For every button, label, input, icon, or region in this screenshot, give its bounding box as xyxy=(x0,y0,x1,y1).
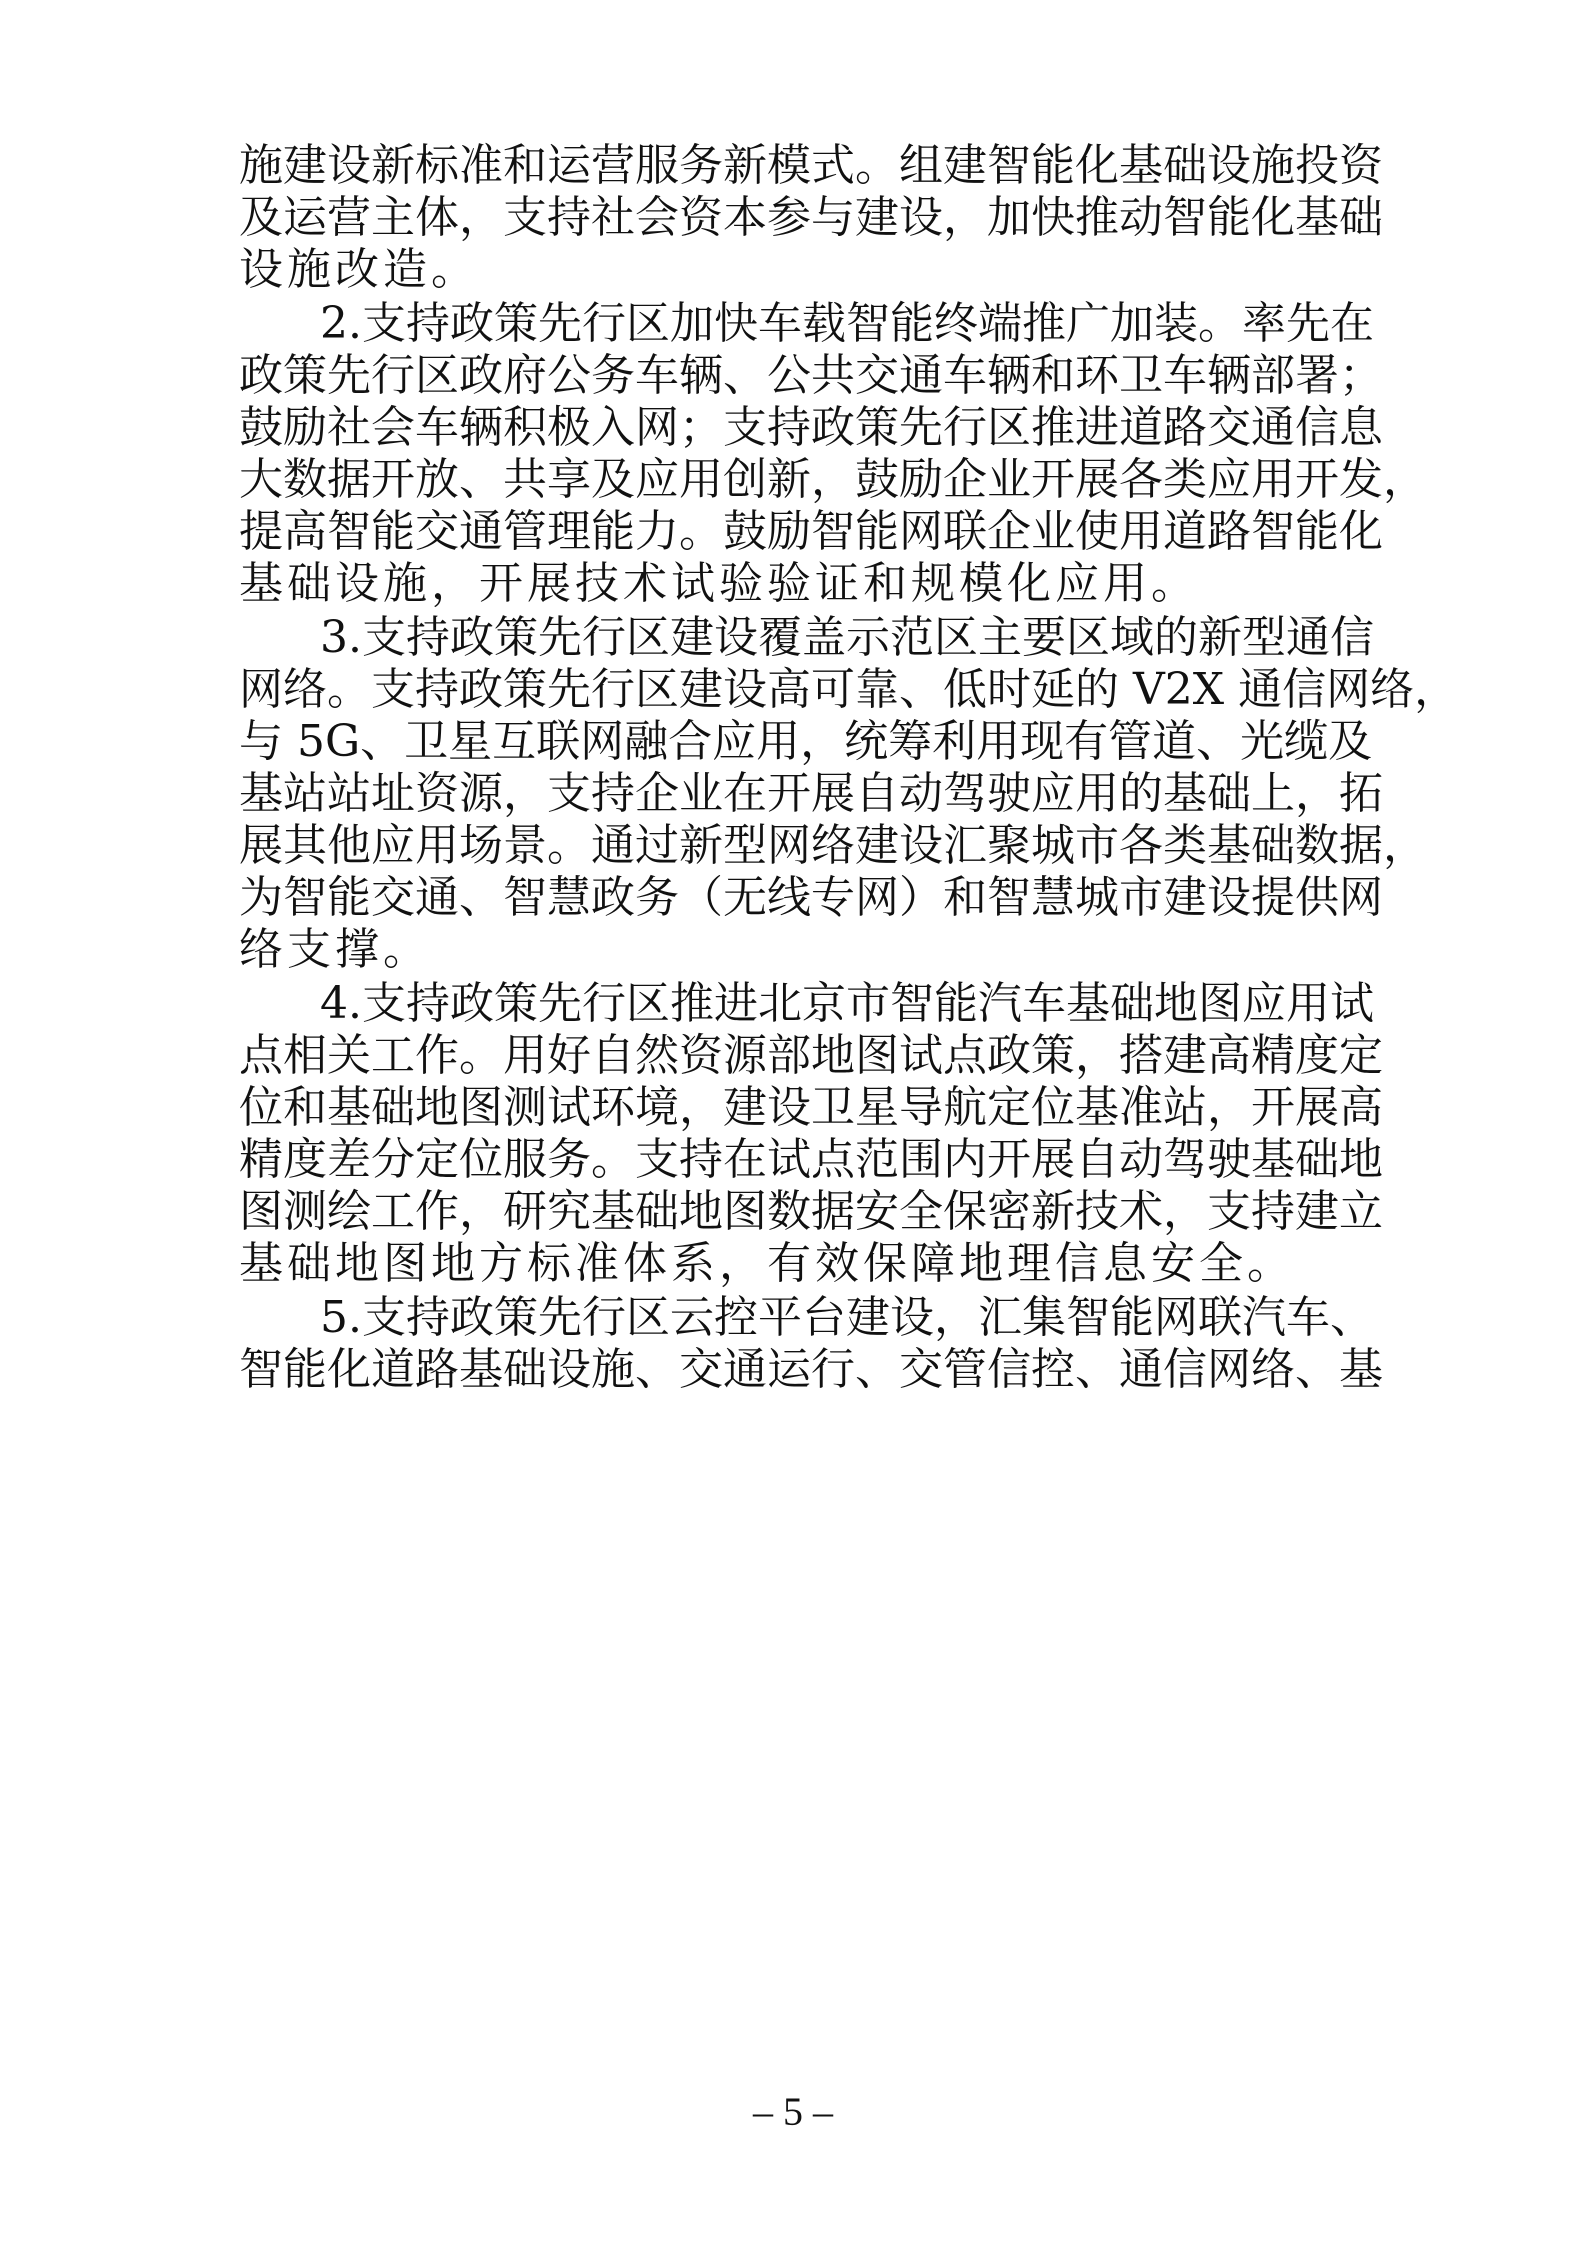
body-line-10: 3.支持政策先行区建设覆盖示范区主要区域的新型通信 xyxy=(320,612,1374,663)
body-line-24: 智能化道路基础设施、交通运行、交管信控、通信网络、基 xyxy=(239,1344,1383,1395)
page-number: – 5 – xyxy=(753,2089,833,2134)
body-line-23: 5.支持政策先行区云控平台建设，汇集智能网联汽车、 xyxy=(320,1292,1374,1343)
body-line-1: 施建设新标准和运营服务新模式。组建智能化基础设施投资 xyxy=(239,140,1383,191)
body-line-17: 4.支持政策先行区推进北京市智能汽车基础地图应用试 xyxy=(320,978,1374,1029)
body-line-18: 点相关工作。用好自然资源部地图试点政策，搭建高精度定 xyxy=(239,1030,1383,1081)
body-line-4: 2.支持政策先行区加快车载智能终端推广加装。率先在 xyxy=(320,298,1374,349)
body-line-3: 设施改造。 xyxy=(239,244,479,295)
body-line-9: 基础设施，开展技术试验验证和规模化应用。 xyxy=(239,558,1199,609)
body-line-2: 及运营主体，支持社会资本参与建设，加快推动智能化基础 xyxy=(239,192,1383,243)
body-line-13: 基站站址资源，支持企业在开展自动驾驶应用的基础上，拓 xyxy=(239,768,1383,819)
body-line-20: 精度差分定位服务。支持在试点范围内开展自动驾驶基础地 xyxy=(239,1134,1383,1185)
body-line-12: 与 5G、卫星互联网融合应用，统筹利用现有管道、光缆及 xyxy=(239,716,1373,767)
body-line-14: 展其他应用场景。通过新型网络建设汇聚城市各类基础数据， xyxy=(239,820,1427,871)
body-line-16: 络支撑。 xyxy=(239,924,431,975)
body-line-15: 为智能交通、智慧政务（无线专网）和智慧城市建设提供网 xyxy=(239,872,1383,923)
body-line-5: 政策先行区政府公务车辆、公共交通车辆和环卫车辆部署； xyxy=(239,350,1383,401)
body-line-21: 图测绘工作，研究基础地图数据安全保密新技术，支持建立 xyxy=(239,1186,1383,1237)
body-line-7: 大数据开放、共享及应用创新，鼓励企业开展各类应用开发， xyxy=(239,454,1427,505)
body-line-6: 鼓励社会车辆积极入网；支持政策先行区推进道路交通信息 xyxy=(239,402,1383,453)
body-line-19: 位和基础地图测试环境，建设卫星导航定位基准站，开展高 xyxy=(239,1082,1383,1133)
body-line-8: 提高智能交通管理能力。鼓励智能网联企业使用道路智能化 xyxy=(239,506,1383,557)
body-line-22: 基础地图地方标准体系，有效保障地理信息安全。 xyxy=(239,1238,1295,1289)
body-line-11: 网络。支持政策先行区建设高可靠、低时延的 V2X 通信网络， xyxy=(239,664,1459,715)
